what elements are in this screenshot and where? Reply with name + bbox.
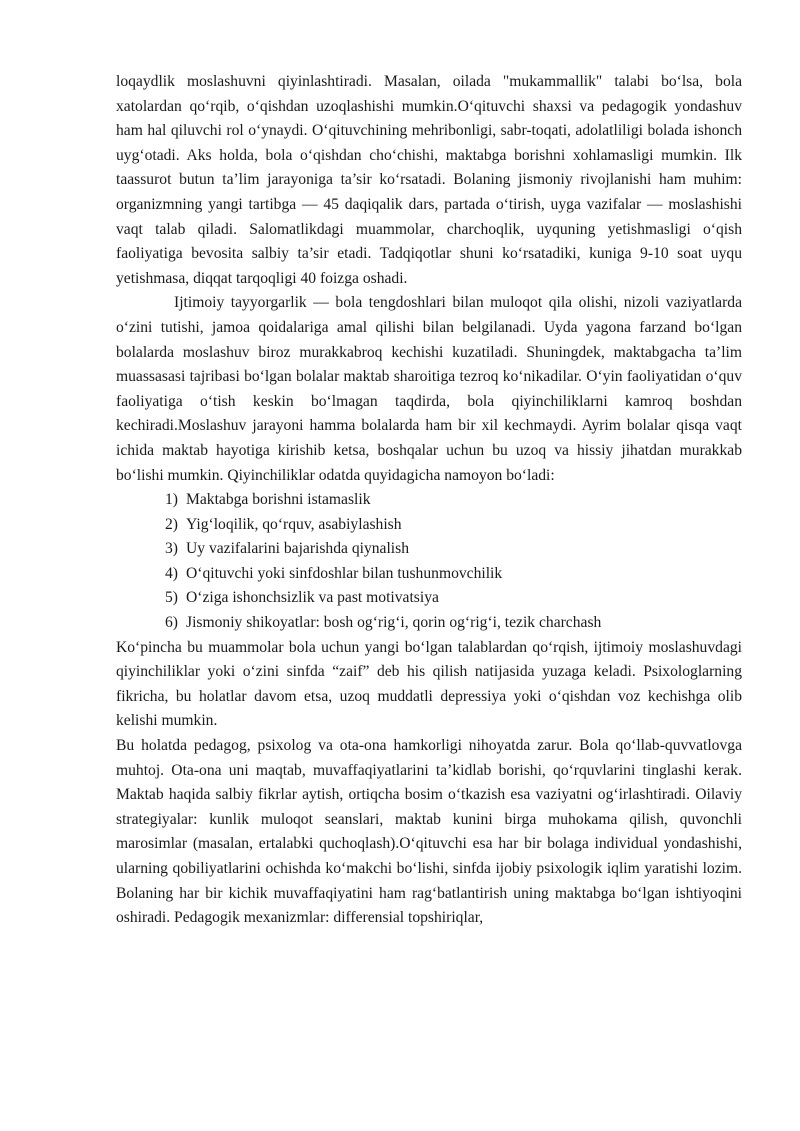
list-item-text: Maktabga borishni istamaslik xyxy=(186,491,371,509)
list-item-number: 6) xyxy=(165,614,178,632)
list-item xyxy=(116,488,742,513)
list-item-number: 2) xyxy=(165,515,178,533)
list-item-text: O‘qituvchi yoki sinfdoshlar bilan tushunmovchilik xyxy=(186,564,503,582)
list-item-number: 1) xyxy=(165,491,178,509)
list-item xyxy=(116,562,742,587)
paragraph-causes: Ko‘pincha bu muammolar bola uchun yangi bo‘lgan talablardan qo‘rqish, ijtimoiy moslashuvdagi qiyinchiliklar yoki o‘zini sinfda “zaif” deb his qilish natijasida yuzaga keladi. Psixologlarning fikricha, bu holatlar davom etsa, uzoq muddatli depressiya yoki o‘qishdan voz kechishga olib kelishi mumkin. xyxy=(116,638,742,730)
list-item xyxy=(116,537,742,562)
list-item-text: O‘ziga ishonchsizlik va past motivatsiya xyxy=(186,589,439,607)
list-item-number: 3) xyxy=(165,540,178,558)
paragraph-adaptation-factors: loqaydlik moslashuvni qiyinlashtiradi. Masalan, oilada "mukammallik" talabi bo‘lsa, bola xatolardan qo‘rqib, o‘qishdan uzoqlashishi mumkin.O‘qituvchi shaxsi va pedagogik yondashuv ham hal qiluvchi rol o‘ynaydi. O‘qituvchining mehribonligi, sabr-toqati, adolatliligi bolada ishonch uyg‘otadi. Aks holda, bola o‘qishdan cho‘chishi, maktabga borishni xohlamasligi mumkin. Ilk taassurot butun ta’lim jarayoniga ta’sir ko‘rsatadi. Bolaning jismoniy rivojlanishi ham muhim: organizmning yangi tartibga — 45 daqiqalik dars, partada o‘tirish, uyga vazifalar — moslashishi vaqt talab qiladi. Salomatlikdagi muammolar, charchoqlik, uyquning yetishmasligi o‘qish faoliyatiga bevosita salbiy ta’sir etadi. Tadqiqotlar shuni ko‘rsatadiki, kuniga 9-10 soat uyqu yetishmasa, diqqat tarqoqligi 40 foizga oshadi. xyxy=(116,73,742,287)
difficulties-list xyxy=(116,488,742,636)
paragraph-cooperation: Bu holatda pedagog, psixolog va ota-ona hamkorligi nihoyatda zarur. Bola qo‘llab-quvvatlovga muhtoj. Ota-ona uni maqtab, muvaffaqiyatlarini ta’kidlab borishi, qo‘rquvlarini tinglashi kerak. Maktab haqida salbiy fikrlar aytish, ortiqcha bosim o‘tkazish esa vaziyatni og‘irlashtiradi. Oilaviy strategiyalar: kunlik muloqot seanslari, maktab kunini birga muhokama qilish, quvonchli marosimlar (masalan, ertalabki quchoqlash).O‘qituvchi esa har bir bolaga individual yondashishi, ularning qobiliyatlarini ochishda ko‘makchi bo‘lishi, sinfda ijobiy psixologik iqlim yaratishi lozim. Bolaning har bir kichik muvaffaqiyatini ham rag‘batlantirish uning maktabga bo‘lgan ishtiyoqini oshiradi. Pedagogik mexanizmlar: differensial topshiriqlar, xyxy=(116,737,742,927)
list-item-text: Yig‘loqilik, qo‘rquv, asabiylashish xyxy=(186,515,402,533)
list-item-number: 5) xyxy=(165,589,178,607)
document-page xyxy=(116,70,742,931)
list-item xyxy=(116,586,742,611)
paragraph-social-readiness: Ijtimoiy tayyorgarlik — bola tengdoshlari bilan muloqot qila olishi, nizoli vaziyatlarda o‘zini tutishi, jamoa qoidalariga amal qilishi bilan belgilanadi. Uyda yagona farzand bo‘lgan bolalarda moslashuv biroz murakkabroq kechishi kuzatiladi. Shuningdek, maktabgacha ta’lim muassasasi tajribasi bo‘lgan bolalar maktab sharoitiga tezroq ko‘nikadilar. O‘yin faoliyatidan o‘quv faoliyatiga o‘tish keskin bo‘lmagan taqdirda, bola qiyinchiliklarni kamroq boshdan kechiradi.Moslashuv jarayoni hamma bolalarda ham bir xil kechmaydi. Ayrim bolalar qisqa vaqt ichida maktab hayotiga kirishib ketsa, boshqalar uchun bu uzoq va hissiy jihatdan murakkab bo‘lishi mumkin. Qiyinchiliklar odatda quyidagicha namoyon bo‘ladi: xyxy=(116,294,742,484)
list-item xyxy=(116,611,742,636)
list-item-text: Jismoniy shikoyatlar: bosh og‘rig‘i, qorin og‘rig‘i, tezik charchash xyxy=(186,614,602,632)
list-item-number: 4) xyxy=(165,564,178,582)
list-item-text: Uy vazifalarini bajarishda qiynalish xyxy=(186,540,410,558)
list-item xyxy=(116,513,742,538)
